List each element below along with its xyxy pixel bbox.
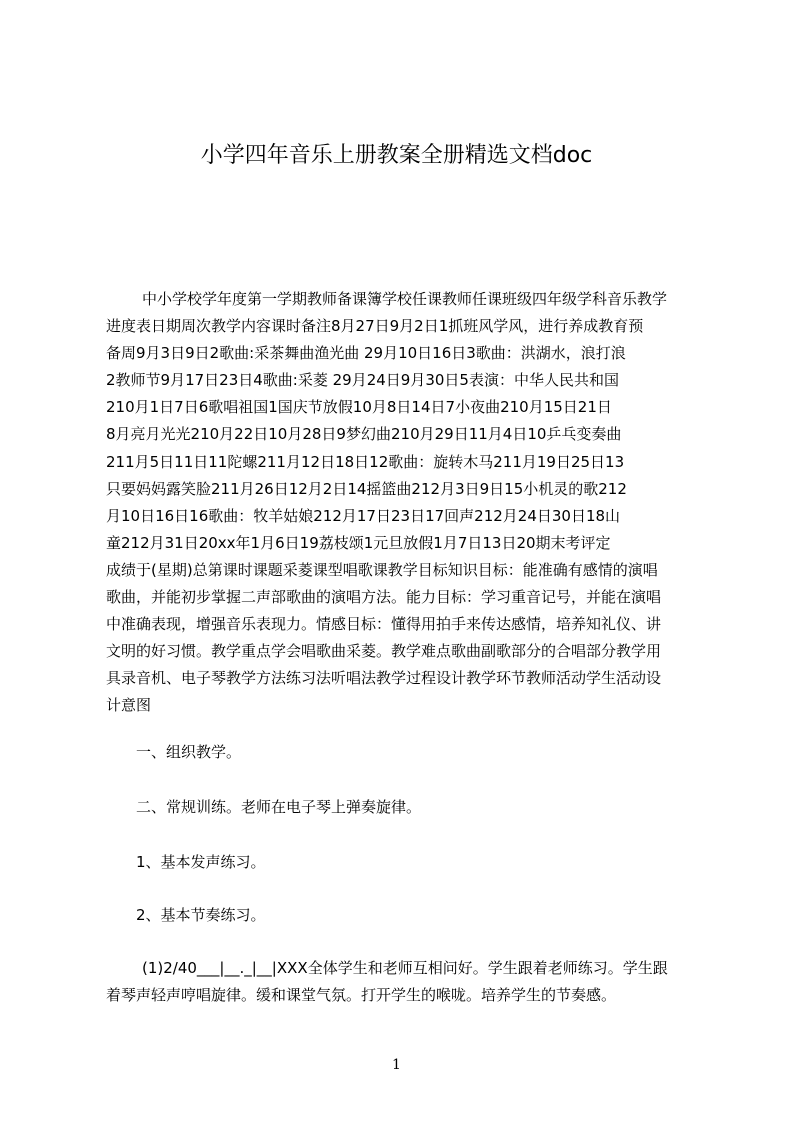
body-line: 中准确表现，增强音乐表现力。情感目标：懂得用拍手来传达感情，培养知礼仪、讲 [106, 615, 662, 634]
page-number: 1 [392, 1057, 401, 1073]
body-line: (1)2/40___|__._|__|XXX全体学生和老师互相问好。学生跟着老师练习。学生跟 [142, 959, 668, 977]
body-line: 月10日16日16歌曲：牧羊姑娘212月17日23日17回声212月24日30日18山 [106, 506, 621, 525]
section-vocal-practice: 1、基本发声练习。 [136, 853, 266, 871]
section-organize-teaching: 一、组织教学。 [136, 743, 242, 761]
section-routine-training: 二、常规训练。老师在电子琴上弹奏旋律。 [136, 798, 422, 816]
section-rhythm-practice: 2、基本节奏练习。 [136, 906, 266, 924]
body-line: 计意图 [106, 696, 152, 715]
rhythm-exercise-paragraph [106, 955, 701, 1009]
body-line: 童212月31日20xx年1月6日19荔枝颂1元旦放假1月7日13日20期末考评定 [106, 533, 611, 552]
body-line: 进度表日期周次教学内容课时备注8月27日9月2日1抓班风学风，进行养成教育预 [106, 317, 644, 336]
body-line: 具录音机、电子琴教学方法练习法听唱法教学过程设计教学环节教师活动学生活动设 [106, 669, 662, 688]
body-line: 210月1日7日6歌唱祖国1国庆节放假10月8日14日7小夜曲210月15日21日 [106, 398, 612, 417]
body-line: 成绩于(星期)总第课时课题采菱课型唱歌课教学目标知识目标：能准确有感情的演唱 [106, 560, 658, 579]
body-line: 着琴声轻声哼唱旋律。缓和课堂气氛。打开学生的喉咙。培养学生的节奏感。 [106, 986, 617, 1005]
body-line: 中小学校学年度第一学期教师备课簿学校任课教师任课班级四年级学科音乐教学 [142, 290, 668, 308]
body-paragraph [106, 286, 698, 720]
body-line: 211月5日11日11陀螺211月12日18日12歌曲：旋转木马211月19日25日13 [106, 452, 625, 471]
body-line: 文明的好习惯。教学重点学会唱歌曲采菱。教学难点歌曲副歌部分的合唱部分教学用 [106, 642, 662, 661]
body-line: 8月亮月光光210月22日10月28日9梦幻曲210月29日11月4日10乒乓变奏曲 [106, 425, 622, 444]
body-line: 歌曲，并能初步掌握二声部歌曲的演唱方法。能力目标：学习重音记号，并能在演唱 [106, 588, 662, 607]
body-line: 只要妈妈露笑脸211月26日12月2日14摇篮曲212月3日9日15小机灵的歌212 [106, 479, 627, 498]
body-line: 2教师节9月17日23日4歌曲:采菱 29月24日9月30日5表演：中华人民共和国 [106, 371, 619, 390]
document-title: 小学四年音乐上册教案全册精选文档doc [200, 143, 593, 168]
body-line: 备周9月3日9日2歌曲:采茶舞曲渔光曲 29月10日16日3歌曲：洪湖水，浪打浪 [106, 344, 626, 363]
